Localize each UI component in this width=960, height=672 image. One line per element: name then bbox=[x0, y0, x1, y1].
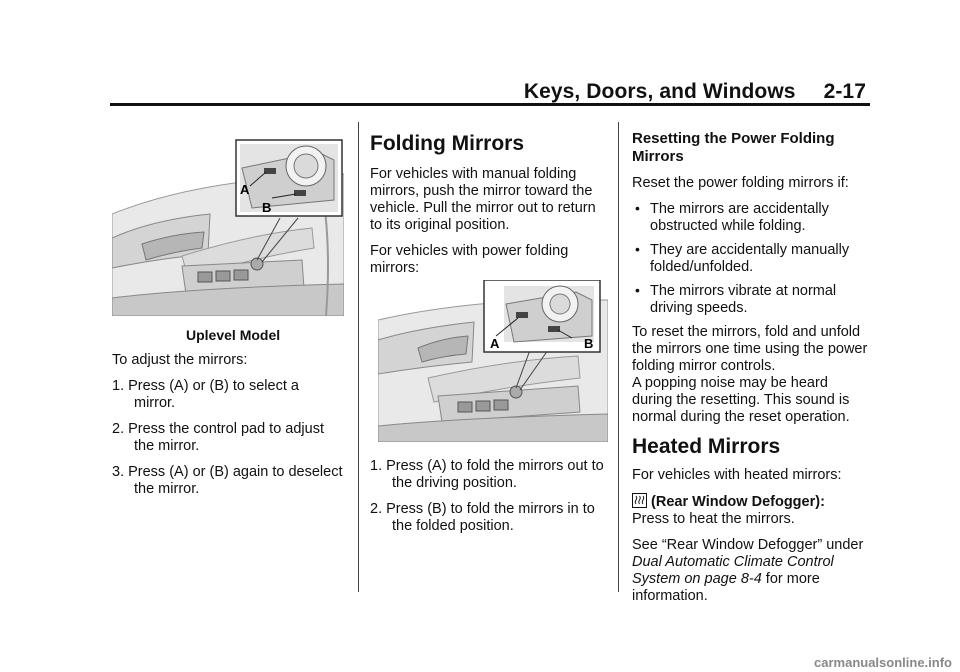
adjust-steps bbox=[112, 378, 344, 498]
figure-caption: Uplevel Model bbox=[186, 327, 281, 343]
list-item: • They are accidentally manually folded/unfolded. bbox=[635, 241, 850, 275]
paragraph: For vehicles with manual folding mirrors, push the mirror toward the vehicle. Pull the mirror out to return to its original position. bbox=[370, 166, 596, 233]
defogger-entry bbox=[632, 493, 870, 528]
cross-reference-link[interactable]: Dual Automatic Climate Control System on page 8-4 bbox=[632, 554, 834, 587]
column-divider bbox=[358, 122, 359, 592]
column-1 bbox=[112, 352, 344, 507]
list-item: 1. Press (A) to fold the mirrors out to the driving position. bbox=[370, 458, 604, 491]
folding-steps-block bbox=[370, 458, 608, 544]
paragraph: For vehicles with power folding mirrors: bbox=[370, 243, 569, 276]
label-b: B bbox=[584, 336, 594, 351]
bullet-icon: • bbox=[635, 241, 640, 257]
defogger-label: (Rear Window Defogger): bbox=[651, 494, 825, 510]
bullet-icon: • bbox=[635, 282, 640, 298]
list-item: 2. Press (B) to fold the mirrors in to the folded position. bbox=[370, 501, 595, 534]
heading-resetting: Resetting the Power Folding Mirrors bbox=[632, 130, 835, 165]
list-item: • The mirrors vibrate at normal driving speeds. bbox=[635, 282, 837, 316]
paragraph: A popping noise may be heard during the resetting. This sound is normal during the reset operation. bbox=[632, 375, 850, 425]
watermark: carmanualsonline.info bbox=[814, 655, 952, 670]
list-item: • The mirrors are accidentally obstructed while folding. bbox=[635, 200, 829, 234]
header-rule bbox=[110, 103, 870, 106]
intro-text: To adjust the mirrors: bbox=[112, 352, 248, 368]
list-item: 1. Press (A) or (B) to select a mirror. bbox=[112, 378, 299, 411]
column-divider bbox=[618, 122, 619, 592]
paragraph: For vehicles with heated mirrors: bbox=[632, 467, 842, 483]
page-header bbox=[524, 80, 866, 104]
page-number: 2-17 bbox=[823, 80, 866, 103]
heading-folding-mirrors: Folding Mirrors bbox=[370, 132, 524, 155]
paragraph: To reset the mirrors, fold and unfold the mirrors one time using the power folding mirror controls. bbox=[632, 324, 868, 374]
column-3 bbox=[632, 130, 870, 614]
paragraph: Reset the power folding mirrors if: bbox=[632, 175, 849, 191]
power-folding-control-figure bbox=[378, 280, 608, 442]
folding-steps bbox=[370, 458, 608, 535]
rear-defogger-icon bbox=[632, 493, 647, 508]
column-2 bbox=[370, 132, 606, 286]
list-item: 3. Press (A) or (B) again to deselect the mirror. bbox=[112, 464, 343, 497]
section-title: Keys, Doors, and Windows bbox=[523, 80, 796, 103]
see-reference: See “Rear Window Defogger” under Dual Automatic Climate Control System on page 8-4 for more information. bbox=[632, 537, 864, 604]
defogger-text: Press to heat the mirrors. bbox=[632, 511, 795, 527]
list-item: 2. Press the control pad to adjust the mirror. bbox=[112, 421, 324, 454]
label-b: B bbox=[262, 200, 272, 215]
reset-conditions bbox=[632, 201, 870, 317]
heading-heated-mirrors: Heated Mirrors bbox=[632, 435, 781, 458]
label-a: A bbox=[490, 336, 500, 351]
uplevel-mirror-control-figure bbox=[112, 138, 344, 316]
bullet-icon: • bbox=[635, 200, 640, 216]
label-a: A bbox=[240, 182, 250, 197]
